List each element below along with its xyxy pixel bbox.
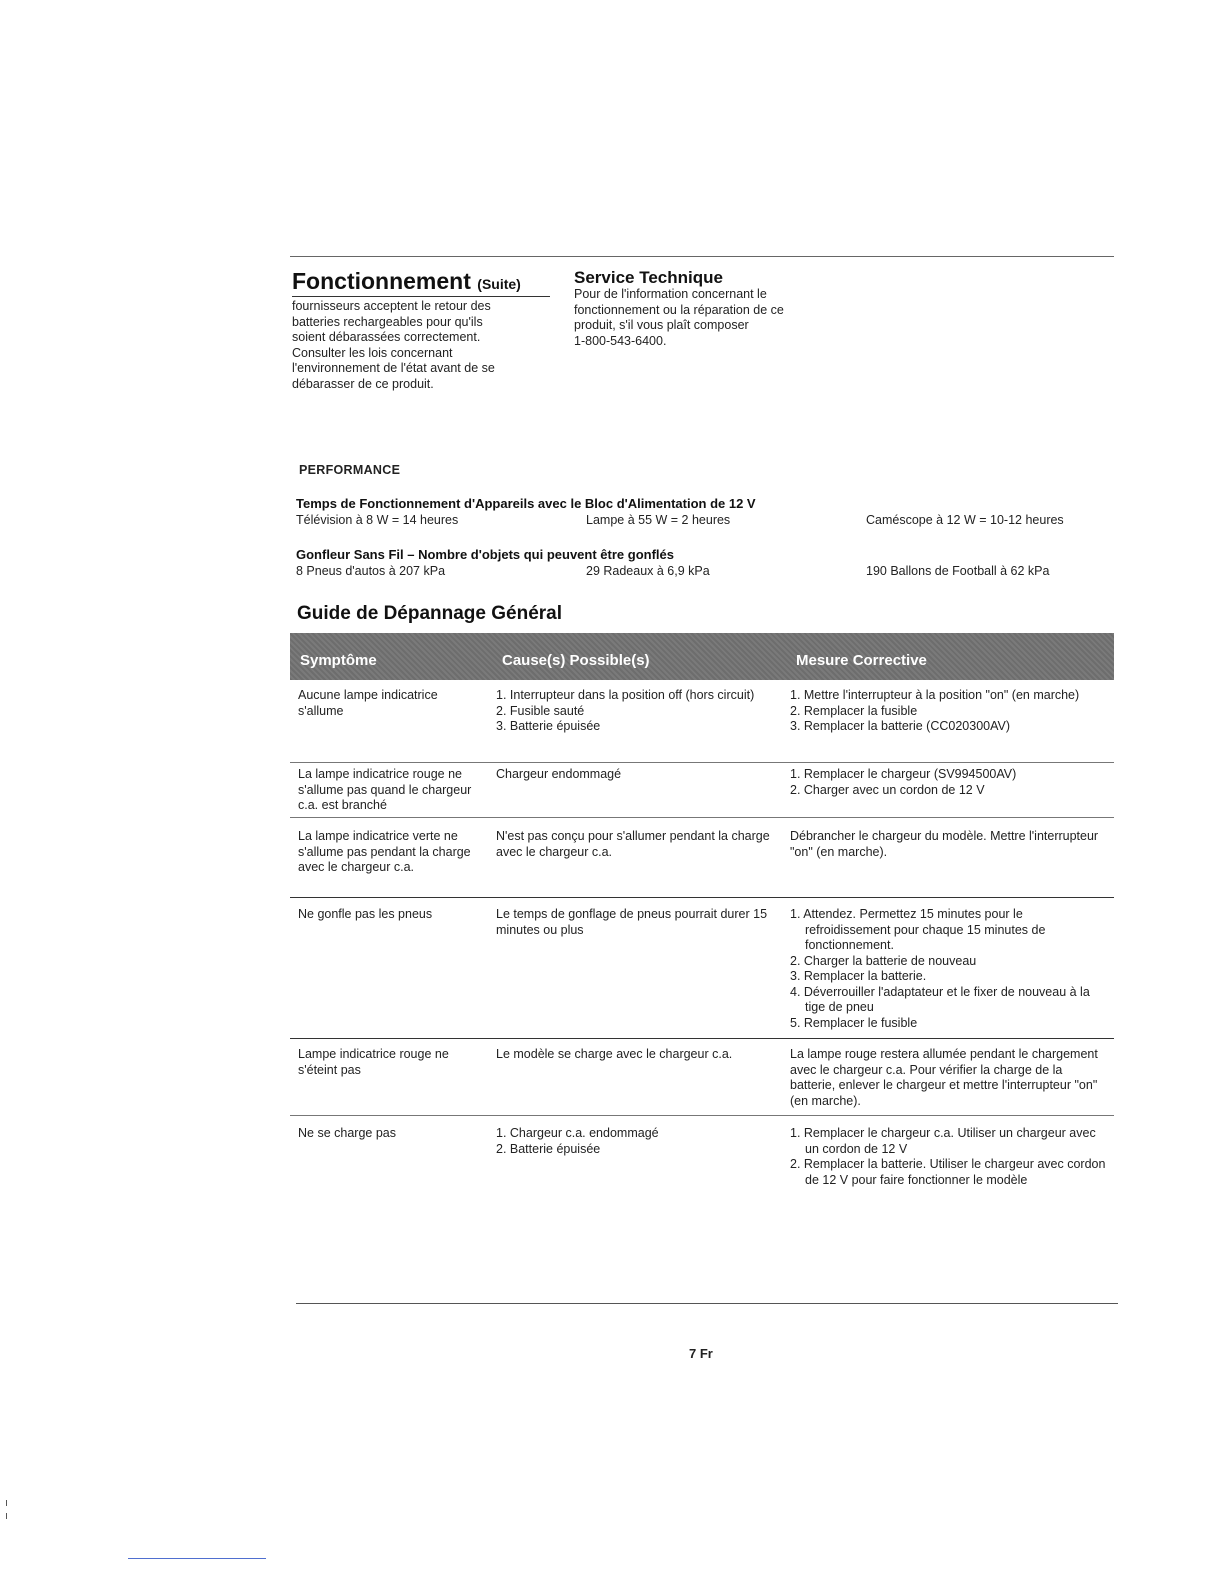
header-actions: Mesure Corrective bbox=[796, 652, 927, 669]
intro-line: Consulter les lois concernant bbox=[292, 345, 453, 360]
actions-cell bbox=[790, 767, 1110, 798]
actions-cell bbox=[790, 688, 1110, 735]
action-item: La lampe rouge restera allumée pendant le chargement avec le chargeur c.a. Pour vérifier la charge de la batterie, enlever le chargeur et mettre l'interrupteur "on" (en marche). bbox=[790, 1047, 1098, 1108]
symptom-cell: Ne gonfle pas les pneus bbox=[298, 907, 433, 921]
section-title-underline bbox=[292, 296, 550, 297]
action-item: 2. Remplacer la fusible bbox=[790, 703, 918, 718]
causes-cell bbox=[496, 688, 776, 735]
footer-rule bbox=[296, 1303, 1118, 1304]
row-divider bbox=[290, 1115, 1114, 1116]
action-item: 4. Déverrouiller l'adaptateur et le fixer de nouveau à la tige de pneu bbox=[790, 984, 1090, 1014]
action-item: 3. Remplacer la batterie (CC020300AV) bbox=[790, 719, 1011, 733]
cause-item: N'est pas conçu pour s'allumer pendant la charge avec le chargeur c.a. bbox=[496, 829, 770, 859]
performance-label: PERFORMANCE bbox=[299, 463, 401, 477]
cause-item: 1. Interrupteur dans la position off (hors circuit) bbox=[496, 688, 755, 702]
row-divider bbox=[290, 1038, 1114, 1039]
table-row bbox=[290, 907, 1114, 1039]
cause-item: 2. Fusible sauté bbox=[496, 703, 585, 718]
action-item: 2. Charger la batterie de nouveau bbox=[790, 953, 977, 968]
row-divider bbox=[290, 762, 1114, 763]
intro-line: batteries rechargeables pour qu'ils bbox=[292, 314, 483, 329]
top-rule bbox=[290, 256, 1114, 257]
row-divider bbox=[290, 817, 1114, 818]
inflator-item: 8 Pneus d'autos à 207 kPa bbox=[296, 564, 446, 578]
table-row bbox=[290, 829, 1114, 898]
inflator-item: 29 Radeaux à 6,9 kPa bbox=[586, 564, 710, 578]
symptom-cell: Aucune lampe indicatrice s'allume bbox=[298, 688, 438, 718]
guide-title: Guide de Dépannage Général bbox=[297, 603, 563, 624]
inflator-title: Gonfleur Sans Fil – Nombre d'objets qui peuvent être gonflés bbox=[296, 547, 674, 562]
action-item: 1. Mettre l'interrupteur à la position "on" (en marche) bbox=[790, 688, 1080, 702]
causes-cell bbox=[496, 1047, 776, 1063]
cause-item: Le temps de gonflage de pneus pourrait durer 15 minutes ou plus bbox=[496, 907, 768, 937]
actions-cell bbox=[790, 1126, 1110, 1188]
service-line: 1-800-543-6400. bbox=[574, 333, 667, 348]
symptom-cell: La lampe indicatrice rouge ne s'allume pas quand le chargeur c.a. est branché bbox=[298, 767, 472, 812]
action-item: 1. Remplacer le chargeur c.a. Utiliser un chargeur avec un cordon de 12 V bbox=[790, 1126, 1096, 1156]
cause-item: Le modèle se charge avec le chargeur c.a. bbox=[496, 1047, 733, 1061]
causes-cell bbox=[496, 1126, 776, 1157]
actions-cell bbox=[790, 907, 1110, 1031]
action-item: 3. Remplacer la batterie. bbox=[790, 969, 927, 983]
inflator-item: 190 Ballons de Football à 62 kPa bbox=[866, 564, 1050, 578]
section-title bbox=[292, 268, 521, 295]
service-line: Pour de l'information concernant le bbox=[574, 287, 767, 301]
action-item: 1. Remplacer le chargeur (SV994500AV) bbox=[790, 767, 1017, 781]
header-causes: Cause(s) Possible(s) bbox=[502, 652, 650, 669]
actions-cell bbox=[790, 1047, 1110, 1109]
cause-item: Chargeur endommagé bbox=[496, 767, 622, 781]
symptom-cell: Lampe indicatrice rouge ne s'éteint pas bbox=[298, 1047, 449, 1077]
symptom-cell: La lampe indicatrice verte ne s'allume pas pendant la charge avec le chargeur c.a. bbox=[298, 829, 471, 874]
intro-line: fournisseurs acceptent le retour des bbox=[292, 299, 491, 313]
action-item: 2. Charger avec un cordon de 12 V bbox=[790, 782, 985, 797]
header-symptom: Symptôme bbox=[300, 652, 377, 669]
causes-cell bbox=[496, 767, 776, 783]
actions-cell bbox=[790, 829, 1110, 860]
page-number: 7 Fr bbox=[689, 1346, 713, 1361]
causes-cell bbox=[496, 829, 776, 860]
scan-mark bbox=[6, 1513, 7, 1519]
causes-cell bbox=[496, 907, 776, 938]
cause-item: 3. Batterie épuisée bbox=[496, 719, 601, 733]
symptom-cell: Ne se charge pas bbox=[298, 1126, 396, 1140]
run-time-item: Caméscope à 12 W = 10-12 heures bbox=[866, 513, 1064, 527]
table-row bbox=[290, 1126, 1114, 1216]
service-line: fonctionnement ou la réparation de ce bbox=[574, 302, 784, 317]
section-title-text: Fonctionnement bbox=[292, 268, 471, 294]
action-item: Débrancher le chargeur du modèle. Mettre l'interrupteur "on" (en marche). bbox=[790, 829, 1099, 859]
intro-line: l'environnement de l'état avant de se bbox=[292, 361, 495, 375]
row-divider bbox=[290, 897, 1114, 898]
run-time-item: Lampe à 55 W = 2 heures bbox=[586, 513, 731, 527]
scan-line bbox=[128, 1558, 266, 1559]
table-header bbox=[290, 633, 1114, 680]
section-title-suffix: (Suite) bbox=[477, 276, 521, 292]
table-row bbox=[290, 767, 1114, 818]
cause-item: 1. Chargeur c.a. endommagé bbox=[496, 1126, 659, 1140]
table-row bbox=[290, 1047, 1114, 1116]
action-item: 5. Remplacer le fusible bbox=[790, 1015, 918, 1030]
intro-line: débarasser de ce produit. bbox=[292, 376, 434, 391]
intro-line: soient débarassées correctement. bbox=[292, 330, 481, 344]
action-item: 1. Attendez. Permettez 15 minutes pour le refroidissement pour chaque 15 minutes de fonctionnement. bbox=[790, 907, 1046, 952]
service-line: produit, s'il vous plaît composer bbox=[574, 318, 749, 332]
service-paragraph bbox=[574, 287, 844, 349]
cause-item: 2. Batterie épuisée bbox=[496, 1141, 601, 1156]
intro-paragraph bbox=[292, 299, 552, 392]
service-title: Service Technique bbox=[574, 268, 723, 287]
scan-mark bbox=[6, 1500, 7, 1506]
action-item: 2. Remplacer la batterie. Utiliser le chargeur avec cordon de 12 V pour faire fonctionner le modèle bbox=[790, 1157, 1106, 1187]
run-time-item: Télévision à 8 W = 14 heures bbox=[296, 513, 459, 527]
table-row bbox=[290, 688, 1114, 763]
run-time-title: Temps de Fonctionnement d'Appareils avec le Bloc d'Alimentation de 12 V bbox=[296, 496, 756, 511]
